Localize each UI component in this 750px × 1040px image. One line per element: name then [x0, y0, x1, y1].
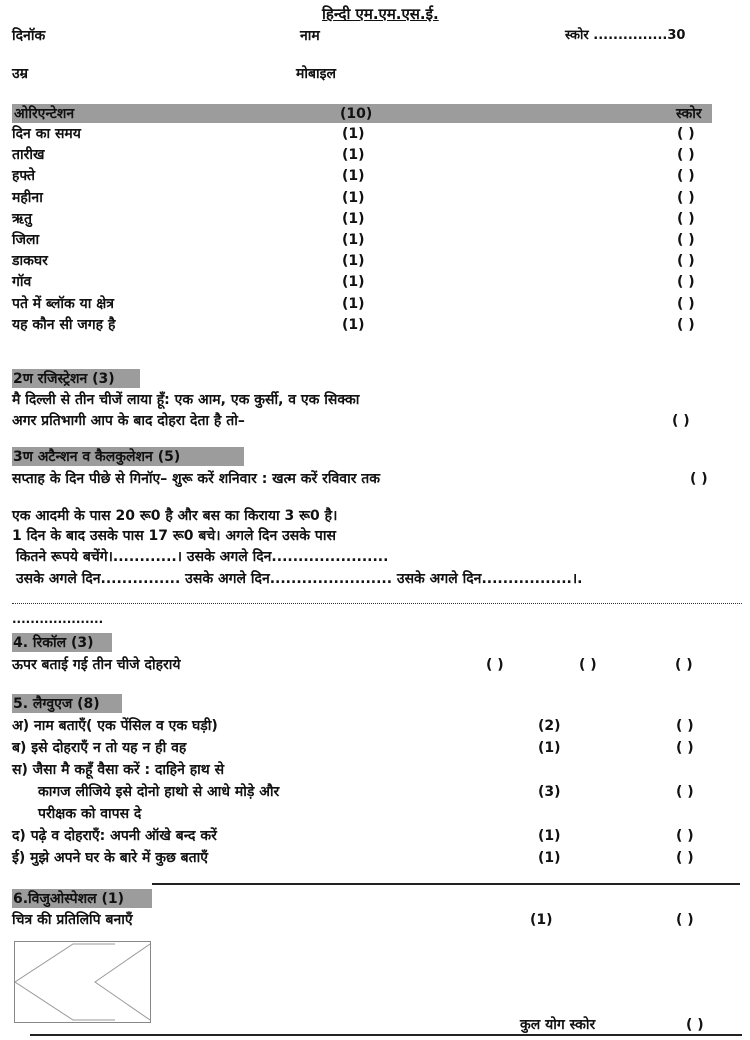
attention-score-box: ( ) — [690, 471, 708, 487]
calc-line-1: एक आदमी के पास 20 रू0 है और बस का किराया 3 रू0 है। — [12, 508, 338, 524]
orientation-item-points: (1) — [342, 168, 365, 185]
recall-box-2: ( ) — [579, 657, 597, 673]
registration-header-bar — [12, 369, 140, 388]
orientation-item-label: पते में ब्लॉक या क्षेत्र — [12, 295, 115, 312]
orientation-item-score-box: ( ) — [677, 316, 695, 333]
calc-line-2: 1 दिन के बाद उसके पास 17 रू0 बचे। अगले दिन उसके पास — [12, 528, 336, 544]
language-heading: 5. लैग्वुएज (8) — [13, 696, 100, 712]
orientation-item-points: (1) — [342, 189, 365, 206]
language-item-label: कागज लीजिये इसे दोनो हाथो से आधे मोड़े और — [38, 784, 280, 800]
orientation-item-score-box: ( ) — [677, 126, 695, 142]
language-item-points: (1) — [538, 828, 561, 844]
age-label: उम्र — [12, 66, 29, 82]
visuospatial-header-bar — [12, 889, 152, 908]
orientation-item-points: (1) — [342, 253, 365, 270]
language-item-label: द) पढ़े व दोहराएँ: अपनी ऑखे बन्द करें — [12, 828, 217, 844]
orientation-item-label: ऋतु — [12, 210, 32, 227]
registration-heading: 2ण रजिस्ट्रेशन (3) — [13, 371, 115, 387]
language-item-score-box: ( ) — [676, 740, 694, 756]
orientation-item-points: (1) — [342, 126, 365, 142]
visuospatial-line: चित्र की प्रतिलिपि बनाएँ — [12, 912, 133, 928]
orientation-item-label: गॉव — [12, 274, 32, 291]
name-label: नाम — [300, 28, 320, 44]
visuospatial-points: (1) — [530, 912, 553, 928]
language-item-score-box: ( ) — [676, 828, 694, 844]
orientation-item-points: (1) — [342, 147, 365, 164]
calc-line-3: कितने रूपये बचेंगे।............। उसके अगले दिन...................... — [16, 549, 389, 565]
language-item-label: परीक्षक को वापस दे — [38, 806, 142, 822]
overlapping-pentagons-figure — [15, 942, 150, 1022]
orientation-item-label: तारीख — [12, 147, 45, 164]
orientation-points: (10) — [340, 106, 373, 122]
recall-heading: 4. रिकॉल (3) — [13, 635, 94, 651]
recall-header-bar — [12, 633, 112, 652]
language-item-points: (1) — [538, 850, 561, 866]
orientation-item-score-box: ( ) — [677, 147, 695, 164]
mobile-label: मोबाइल — [296, 66, 336, 82]
language-item-points: (3) — [538, 784, 561, 800]
orientation-item-points: (1) — [342, 210, 365, 227]
footer-line — [30, 1034, 742, 1036]
total-score-box: ( ) — [686, 1017, 704, 1033]
dotted-divider — [12, 603, 742, 604]
orientation-score-heading: स्कोर — [676, 106, 702, 122]
visuospatial-score-box: ( ) — [676, 912, 694, 928]
language-item-label: ई) मुझे अपने घर के बारे में कुछ बताएँ — [12, 850, 209, 866]
visuospatial-heading: 6.विजुओस्पेशल (1) — [13, 891, 125, 907]
orientation-item-score-box: ( ) — [677, 189, 695, 206]
language-item-score-box: ( ) — [676, 718, 694, 734]
score-label: स्कोर ...............30 — [565, 28, 686, 43]
recall-line: ऊपर बताई गई तीन चीजे दोहराये — [12, 657, 181, 673]
language-item-points: (1) — [538, 740, 561, 756]
orientation-item-points: (1) — [342, 316, 365, 333]
orientation-item-label: महीना — [12, 189, 43, 206]
language-item-label: अ) नाम बताएँ( एक पेंसिल व एक घड़ी) — [12, 718, 218, 734]
orientation-item-points: (1) — [342, 274, 365, 291]
orientation-item-score-box: ( ) — [677, 253, 695, 270]
registration-line-1: मै दिल्ली से तीन चीजें लाया हूॅं: एक आम, एक कुर्सी, व एक सिक्का — [12, 392, 360, 408]
orientation-item-label: जिला — [12, 232, 40, 248]
registration-score-box: ( ) — [672, 413, 690, 429]
attention-heading: 3ण अटैन्शन व कैलकुलेशन (5) — [13, 449, 181, 465]
date-label: दिनॉक — [12, 28, 46, 44]
copy-figure-box — [14, 941, 151, 1023]
language-item-label: ब) इसे दोहराएँ न तो यह न ही वह — [12, 740, 187, 756]
orientation-item-points: (1) — [342, 295, 365, 312]
orientation-item-score-box: ( ) — [677, 168, 695, 185]
orientation-header-bar — [12, 104, 712, 123]
orientation-item-score-box: ( ) — [677, 210, 695, 227]
attention-header-bar — [12, 447, 244, 466]
calc-line-4: उसके अगले दिन............... उसके अगले दिन....................... उसके अगले दिन.................।. — [16, 571, 583, 587]
recall-box-1: ( ) — [486, 657, 504, 673]
language-header-bar — [12, 694, 122, 713]
registration-line-2: अगर प्रतिभागी आप के बाद दोहरा देता है तो– — [12, 413, 245, 429]
total-score-label: कुल योग स्कोर — [520, 1017, 596, 1033]
page-title: हिन्दी एम.एम.एस.ई. — [322, 5, 439, 23]
orientation-item-score-box: ( ) — [677, 274, 695, 291]
section-divider — [152, 883, 740, 885]
orientation-item-score-box: ( ) — [677, 295, 695, 312]
orientation-item-score-box: ( ) — [677, 232, 695, 248]
language-item-points: (2) — [538, 718, 561, 734]
language-item-label: स) जैसा मै कहूँ वैसा करें : दाहिने हाथ से — [12, 762, 225, 778]
orientation-heading: ओरिएन्टेशन — [14, 106, 75, 122]
orientation-item-points: (1) — [342, 232, 365, 248]
orientation-item-label: यह कौन सी जगह है — [12, 316, 116, 333]
orientation-item-label: डाकघर — [12, 253, 48, 270]
dotted-trail: .................... — [12, 612, 104, 626]
orientation-item-label: दिन का समय — [12, 126, 81, 142]
attention-line-1: सप्ताह के दिन पीछे से गिनॉए– शुरू करें शनिवार : खत्म करें रविवार तक — [12, 471, 381, 487]
language-item-score-box: ( ) — [676, 850, 694, 866]
language-item-score-box: ( ) — [676, 784, 694, 800]
orientation-item-label: हफ्ते — [12, 168, 35, 185]
recall-box-3: ( ) — [675, 657, 693, 673]
